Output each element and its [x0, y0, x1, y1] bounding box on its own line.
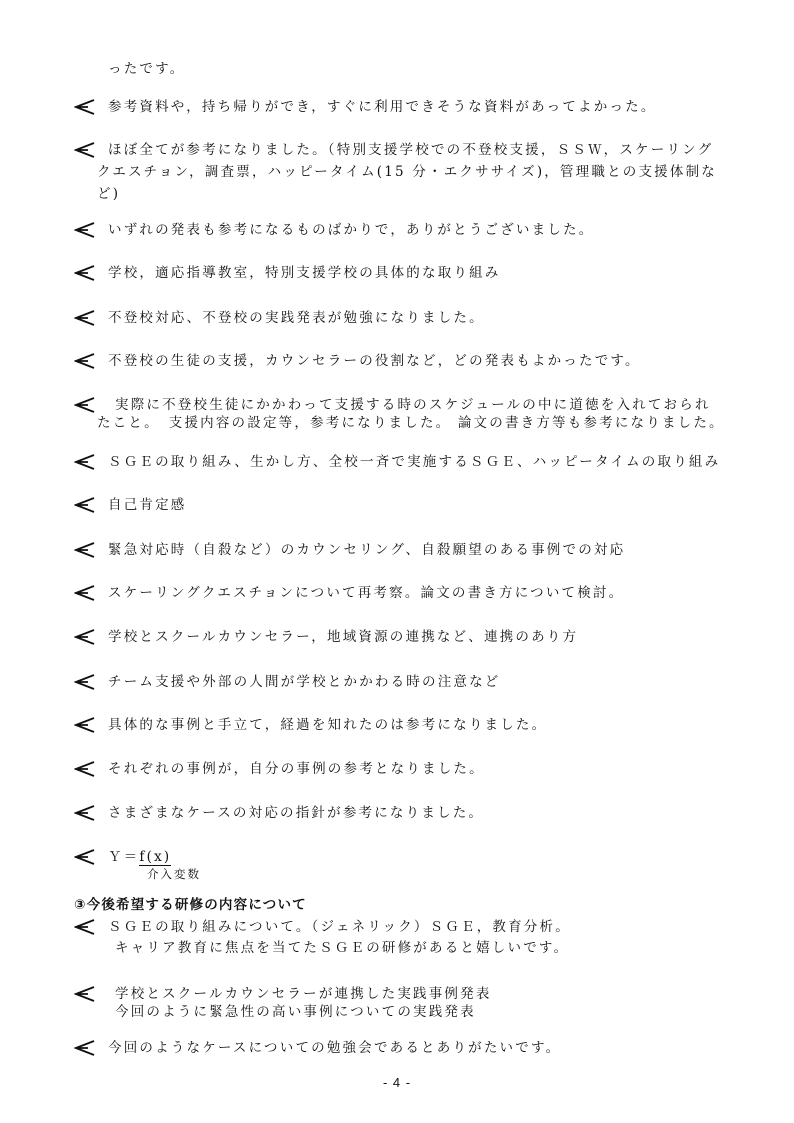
list-item: ほぼ全てが参考になりました。（特別支援学校での不登校支援，ＳＳＷ，スケーリング: [108, 142, 714, 158]
arrow-bullet-icon: [74, 584, 96, 602]
arrow-bullet-icon: [74, 541, 96, 559]
arrow-bullet-icon: [74, 673, 96, 691]
list-item: 不登校対応、不登校の実践発表が勉強になりました。: [108, 310, 485, 326]
arrow-bullet-icon: [74, 918, 96, 936]
list-item: それぞれの事例が，自分の事例の参考となりました。: [108, 761, 485, 777]
list-item: スケーリングクエスチョンについて再考察。論文の書き方について検討。: [108, 585, 625, 601]
arrow-bullet-icon: [74, 804, 96, 822]
arrow-bullet-icon: [74, 453, 96, 471]
arrow-bullet-icon: [74, 352, 96, 370]
arrow-bullet-icon: [74, 98, 96, 116]
formula-function: f(x): [139, 849, 172, 865]
arrow-bullet-icon: [74, 396, 96, 414]
list-item: チーム支援や外部の人間が学校とかかわる時の注意など: [108, 674, 501, 690]
arrow-bullet-icon: [74, 496, 96, 514]
arrow-bullet-icon: [74, 141, 96, 159]
page-number: - 4 -: [382, 1075, 412, 1090]
list-item-continuation: ど): [97, 186, 121, 202]
list-item: 学校とスクールカウンセラーが連携した実践事例発表: [115, 986, 492, 1002]
list-item: ＳＧＥの取り組みについて。（ジェネリック）ＳＧＥ，教育分析。: [108, 919, 571, 935]
arrow-bullet-icon: [74, 221, 96, 239]
list-item: 学校，適応指導教室，特別支援学校の具体的な取り組み: [108, 265, 501, 281]
continuation-text: ったです。: [108, 61, 186, 77]
arrow-bullet-icon: [74, 1039, 96, 1057]
arrow-bullet-icon: [74, 309, 96, 327]
list-item: さまざまなケースの対応の指針が参考になりました。: [108, 805, 485, 821]
arrow-bullet-icon: [74, 628, 96, 646]
arrow-bullet-icon: [74, 848, 96, 866]
list-item: 実際に不登校生徒にかかわって支援する時のスケジュールの中に道徳を入れておられ: [115, 397, 711, 413]
list-item-continuation: クエスチョン，調査票，ハッピータイム(15 分・エクササイズ)，管理職との支援体制な: [97, 164, 717, 180]
list-item: 参考資料や，持ち帰りができ，すぐに利用できそうな資料があってよかった。: [108, 99, 657, 115]
list-item: 不登校の生徒の支援，カウンセラーの役割など，どの発表もよかったです。: [108, 353, 641, 369]
list-item: 緊急対応時（自殺など）のカウンセリング、自殺願望のある事例での対応: [108, 542, 626, 558]
section-heading: ③今後希望する研修の内容について: [74, 897, 307, 913]
list-item: 学校とスクールカウンセラー，地域資源の連携など、連携のあり方: [108, 629, 579, 645]
arrow-bullet-icon: [74, 760, 96, 778]
list-item-continuation: たこと。 支援内容の設定等，参考になりました。 論文の書き方等も参考になりました。: [97, 415, 725, 431]
formula: [108, 848, 171, 866]
list-item: 自己肯定感: [108, 497, 187, 513]
formula-note: 介入変数: [147, 867, 201, 881]
list-item: 今回のようなケースについての勉強会であるとありがたいです。: [108, 1040, 562, 1056]
list-item: 具体的な事例と手立て，経過を知れたのは参考になりました。: [108, 717, 548, 733]
arrow-bullet-icon: [74, 716, 96, 734]
list-item: ＳＧＥの取り組み、生かし方、全校一斉で実施するＳＧＥ、ハッピータイムの取り組み: [108, 454, 721, 470]
arrow-bullet-icon: [74, 264, 96, 282]
arrow-bullet-icon: [74, 985, 96, 1003]
list-item: いずれの発表も参考になるものばかりで，ありがとうございました。: [108, 222, 595, 238]
list-item-continuation: キャリア教育に焦点を当てたＳＧＥの研修があると嬉しいです。: [115, 940, 570, 956]
formula-lhs: Ｙ＝: [108, 849, 140, 865]
list-item-continuation: 今回のように緊急性の高い事例についての実践発表: [115, 1004, 476, 1020]
